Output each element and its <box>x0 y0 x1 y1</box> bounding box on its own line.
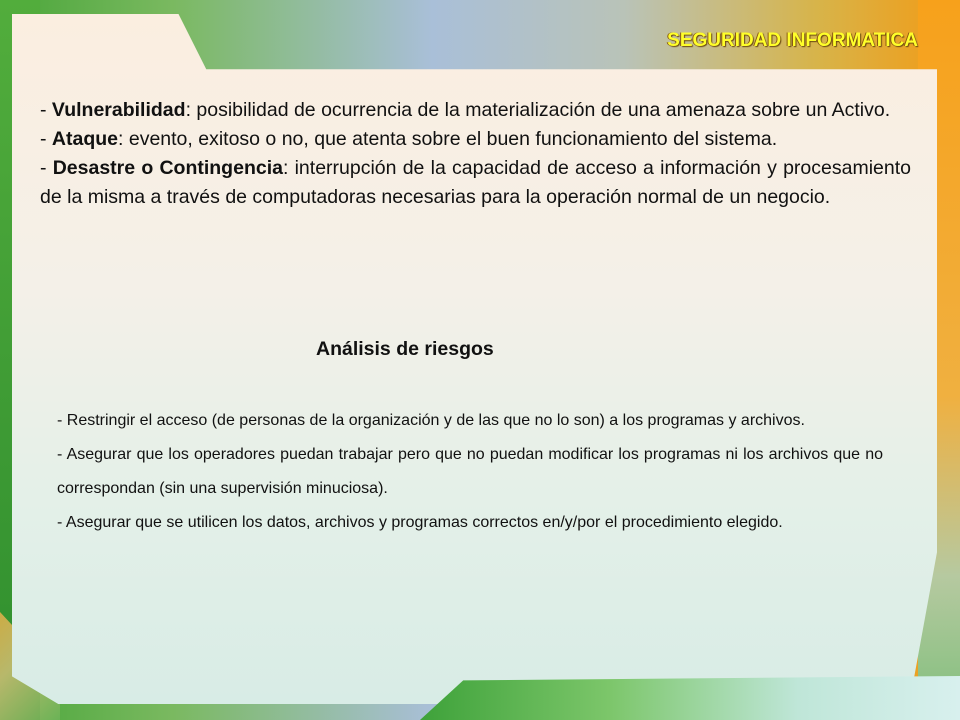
definition-item <box>40 96 911 125</box>
risk-item: - Asegurar que los operadores puedan trabajar pero que no puedan modificar los programas ni los archivos que no correspondan (sin una supervisión minuciosa). <box>57 446 883 497</box>
definition-item <box>40 154 911 212</box>
definition-term: Vulnerabilidad <box>51 99 186 121</box>
slide-title: SEGURIDAD INFORMATICA <box>667 30 918 51</box>
risk-item: - Asegurar que se utilicen los datos, archivos y programas correctos en/y/por el procedimiento elegido. <box>57 514 783 531</box>
definition-term: Desastre o Contingencia <box>52 157 283 179</box>
definition-term: Ataque <box>51 128 119 150</box>
definition-text: : interrupción de la capacidad de acceso a información y procesamiento de la misma a través de computadoras necesarias para la operación normal de un negocio. <box>40 157 911 208</box>
risk-item: - Restringir el acceso (de personas de la organización y de las que no lo son) a los programas y archivos. <box>57 412 805 429</box>
bottom-swoosh <box>420 676 960 720</box>
definition-prefix: - <box>40 128 52 150</box>
risk-list <box>57 404 883 540</box>
definition-text: : evento, exitoso o no, que atenta sobre el buen funcionamiento del sistema. <box>118 128 778 150</box>
definition-text: : posibilidad de ocurrencia de la materialización de una amenaza sobre un Activo. <box>185 99 891 121</box>
definition-item <box>40 125 911 154</box>
section-heading: Análisis de riesgos <box>316 338 494 360</box>
definitions-block <box>40 96 911 212</box>
definition-prefix: - <box>40 157 53 179</box>
definition-prefix: - <box>40 99 52 121</box>
